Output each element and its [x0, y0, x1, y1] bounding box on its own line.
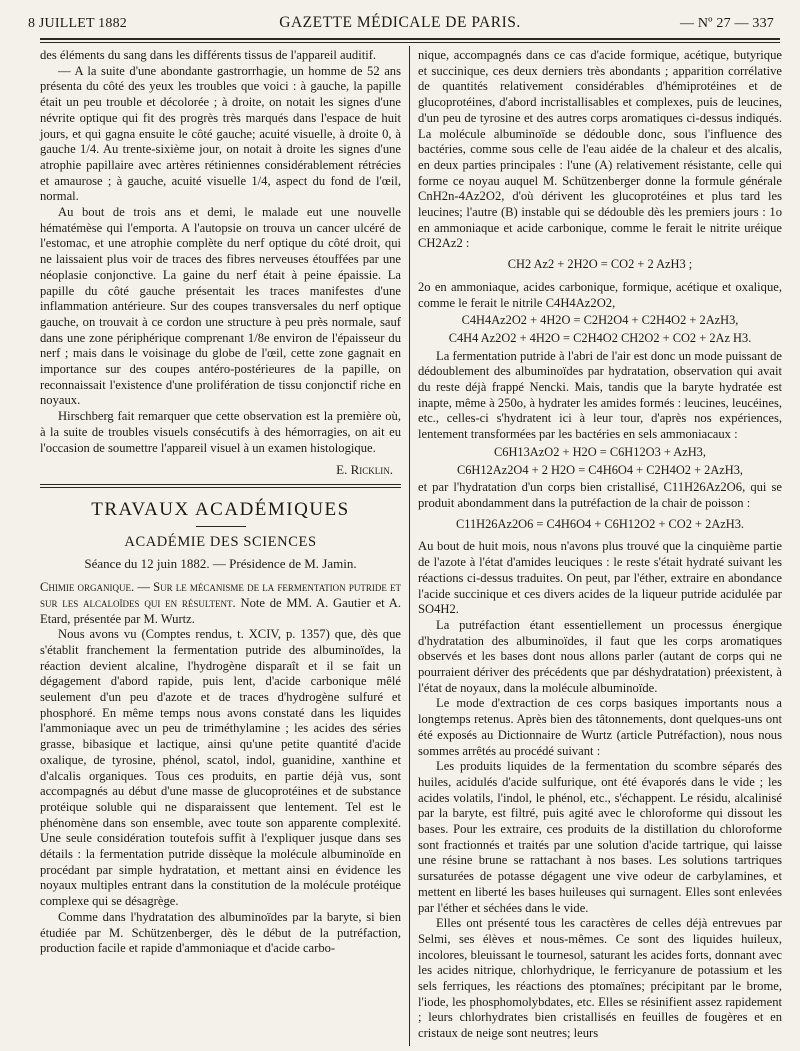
paragraph: La fermentation putride à l'abri de l'air est donc un mode puissant de dédoublement des albuminoïdes par hydratation, observation qui avait du reste déjà frappé Nencki. Mais, tandis que la baryte hydratée est inapte, même à 250o, à hydrater les amides formés : leucines, leucéines, etc., celles-ci s'hydratent ici à leur tour, d'après nos expériences, lentement transformées par les bactéries en sels ammoniacaux : [418, 348, 782, 442]
academy-heading: ACADÉMIE DES SCIENCES [124, 533, 317, 550]
author-signature: E. Ricklin. [336, 462, 393, 478]
section-title: TRAVAUX ACADÉMIQUES [91, 498, 350, 520]
column-divider [409, 46, 410, 1046]
issue-date: 8 JUILLET 1882 [28, 16, 127, 31]
paragraph: 2o en ammoniaque, acides carbonique, formique, acétique et oxalique, comme le ferait le nitrile C4H4Az2O2, [418, 279, 782, 310]
paragraph: nique, accompagnés dans ce cas d'acide formique, acétique, butyrique et succinique, ces deux derniers très abondants ; apparition corrélative de quantités relativement considérables d'hémiprotéines et de glucoprotéines, d'abord incristallisables et complexes, puis de leucines, d'un peu de tyrosine et des autres corps aromatiques ci-dessus indiqués. La molécule albuminoïde se dédouble donc, sous l'influence des bactéries, comme sous celle de l'eau aidée de la chaleur et des alcalis, en deux parties principales : l'une (A) relativement résistante, celle qui forme ce noyau auquel M. Schützenberger donne la formule générale CnH2n-4Az2O2, d'où dérivent les glucoprotéines et plus tard les leucines; l'autre (B) instable qui se dédouble dès les premiers jours : 1o en ammoniaque et acide carbonique, comme le ferait le nitrite uréique CH2Az2 : [418, 48, 782, 251]
chemical-equation: CH2 Az2 + 2H2O = CO2 + 2 AzH3 ; [507, 257, 693, 272]
chemical-equation: C6H13AzO2 + H2O = C6H12O3 + AzH3, [494, 444, 706, 459]
title-underline [196, 526, 246, 527]
left-column [40, 48, 401, 957]
header-rule-thin [40, 42, 780, 43]
paragraph: des éléments du sang dans les différents tissus de l'appareil auditif. [40, 48, 377, 62]
paragraph: Le mode d'extraction de ces corps basiques importants nous a longtemps retenus. Après bien des tâtonnements, dont quelques-uns ont été exposés au Dictionnaire de Wurtz (article Putréfaction), nous nous sommes arrêtés au procédé suivant : [418, 696, 782, 758]
right-column [418, 48, 782, 1042]
note-heading [40, 580, 401, 627]
paragraph: Au bout de huit mois, nous n'avons plus trouvé que la cinquième partie de l'azote à l'état d'amides leuciques : le reste s'était hydraté suivant les réactions ci-dessus traduites. On peut, par l'éther, extraire en abondance l'acide succinique et ces divers acides de la liqueur putride acidulée par SO4H2. [418, 539, 782, 617]
paragraph: Elles ont présenté tous les caractères de celles déjà entrevues par Selmi, ses élèves et nous-mêmes. Ce sont des liquides huileux, incolores, bleuissant le tournesol, saturant les acides forts, donnant avec les acides nitrique, chlorhydrique, le ferricyanure de potassium et les sels ferriques, les réactions des ptomaïnes; précipitant par le brome, l'iode, les phosphomolybdates, etc. Elles se résinifient assez rapidement ; leurs chlorhydrates bien cristallisés en feuilles de fougères et en cristaux de neige sont neutres; leurs [418, 916, 782, 1041]
chemical-equation: C11H26Az2O6 = C4H6O4 + C6H12O2 + CO2 + 2AzH3. [455, 516, 745, 531]
chemical-equation: C4H4 Az2O2 + 4H2O = C2H4O2 CH2O2 + CO2 + 2Az H3. [448, 330, 752, 345]
paragraph: La putréfaction étant essentiellement un processus énergique d'hydratation des albuminoïdes, il faut que les corps aromatiques observés et les bases dont nous allons parler (autant de corps qui ne pourraient dériver des précédents que par déshydratation) préexistent, à l'état de noyaux, dans la molécule albuminoïde. [418, 617, 782, 695]
header-rule [40, 38, 780, 40]
paragraph: Hirschberg fait remarquer que cette observation est la première où, à la suite de troubles visuels consécutifs à des hémorragies, on ait eu l'occasion de soumettre l'appareil visuel à un examen histologique. [40, 409, 401, 455]
paragraph: Les produits liquides de la fermentation du scombre séparés des huiles, acidulés d'acide sulfurique, ont été évaporés dans le vide ; les acides volatils, l'indol, le phénol, etc., s'échappent. Le résidu, alcalinisé par la baryte, est filtré, puis agité avec le chloroforme qui dissout les bases. Pour les extraire, ces produits de la distillation du chloroforme sont fractionnés et traités par une solution d'acide tartrique, qui laisse une résine brune se rattachant à nos bases. Les solutions tartriques sursaturées de potasse dégagent une vive odeur de carbylamines, et mettent en liberté les bases huileuses qui surnagent. Elles sont enlevées par l'éther et séchées dans le vide. [418, 759, 782, 915]
paragraph: Nous avons vu (Comptes rendus, t. XCIV, p. 1357) que, dès que s'établit franchement la fermentation putride des albuminoïdes, la réaction devient alcaline, l'hydrogène disparaît et il se fait un dégagement d'abord rapide, puis lent, d'acide carbonique mêlé seulement d'un peu d'azote et de traces d'hydrogène sulfuré et phosphoré. En même temps nous avons constaté dans les liquides l'ammoniaque avec un peu de triméthylamine ; les acides des séries grasse, bibasique et lactique, ainsi qu'une petite quantité d'acide oxalique, de tyrosine, phénol, scatol, indol, guanidine, xanthine et d'alcalis organiques. Tous ces produits, en partie déjà vus, sont accompagnés au début d'une masse de glucoprotéines et de substance protéique soluble qui ne disparaissent que lentement. Tel est le phénomène dans son ensemble, avec toute son apparente complexité. Une seule considération toutefois suffit à l'expliquer jusque dans ses détails : la fermentation putride dissèque la molécule albuminoïde en procédant par simple hydratation, et mettant ainsi en évidence les noyaux multiples entrant dans la constitution de la molécule protéique complexe qui se désagrège. [40, 627, 401, 909]
section-rule [40, 487, 401, 488]
paragraph: Au bout de trois ans et demi, le malade eut une nouvelle hématémèse qui l'emporta. A l'autopsie on trouva un cancer ulcéré de l'estomac, et une atrophie complète du nerf optique du côté droit, qui ne laissaient plus voir de traces des fibres nerveuses étouffées par une néoplasie conjonctive. La gaine du nerf était à peine épaissie. La papille du côté gauche présentait les traces manifestes d'une inflammation antérieure. Sur des coupes transversales du nerf optique gauche, on trouvait à ce cordon une structure à peu près normale, sauf dans une zone périphérique comprenant 1/8e environ de l'épaisseur du nerf ; mais dans le voisinage du globe de l'œil, cette zone gagnait en importance sur des coupes antéro-postérieures de la papille, on reconnaissait l'existence d'une prolifération de tissu conjonctif riche en noyaux. [40, 205, 401, 408]
chemical-equation: C4H4Az2O2 + 4H2O = C2H2O4 + C2H4O2 + 2AzH3, [461, 313, 739, 328]
issue-page-number: — Nº 27 — 337 [679, 16, 774, 31]
session-line: Séance du 12 juin 1882. — Présidence de M. Jamin. [84, 556, 357, 572]
section-rule [40, 484, 401, 485]
journal-title: GAZETTE MÉDICALE DE PARIS. [279, 14, 521, 31]
note-authors: Note de MM. A. Gautier et A. Etard, présentée par M. Wurtz. [40, 595, 401, 626]
paragraph: et par l'hydratation d'un corps bien cristallisé, C11H26Az2O6, qui se produit abondamment dans la putréfaction de la chair de poisson : [418, 480, 782, 510]
paragraph: — A la suite d'une abondante gastrorrhagie, un homme de 52 ans présenta du côté des yeux les troubles que voici : à gauche, la papille était un peu trouble et décolorée ; à droite, on notait les signes d'une névrite optique qui fit des progrès très marqués dans l'espace de huit jours, et qui gagna ensuite le côté gauche; acuité visuelle, à droite 0, à gauche 1/4. Au trente-sixième jour, on notait à droite les signes d'une atrophie papillaire avec artères rétiniennes considérablement rétrécies et amaurose ; à gauche, acuité visuelle 1/4, aspect du fond de l'œil, normal. [40, 63, 401, 204]
note-title: Chimie organique. — Sur le mécanisme de la fermentation putride et sur les alcaloïdes qui en résultent. [40, 580, 401, 610]
page-header [18, 8, 782, 34]
paragraph: Comme dans l'hydratation des albuminoïdes par la baryte, si bien étudiée par M. Schützenberger, dès le début de la putréfaction, production facile et rapide d'ammoniaque et d'acide carbo- [40, 909, 401, 956]
chemical-equation: C6H12Az2O4 + 2 H2O = C4H6O4 + C2H4O2 + 2AzH3, [456, 462, 744, 477]
